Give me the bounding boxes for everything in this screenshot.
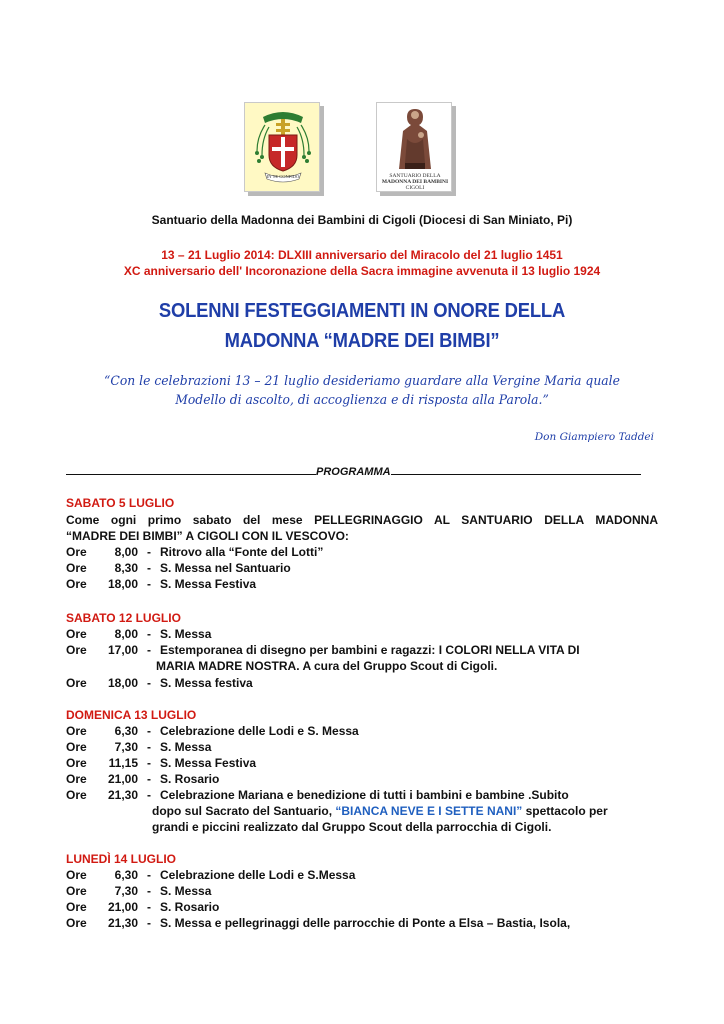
schedule-row: Ore 6,30 - Celebrazione delle Lodi e S.Messa: [66, 868, 356, 882]
schedule-continuation: MARIA MADRE NOSTRA. A cura del Gruppo Scout di Cigoli.: [156, 659, 498, 673]
quote-line-1: “Con le celebrazioni 13 – 21 luglio desideriamo guardare alla Vergine Maria quale: [104, 374, 620, 389]
show-title-highlight: “BIANCA NEVE E I SETTE NANI”: [335, 804, 523, 818]
schedule-row: Ore 11,15 - S. Messa Festiva: [66, 756, 257, 770]
schedule-row: Ore 18,00 - S. Messa Festiva: [66, 577, 257, 591]
schedule-row: Ore 8,00 - S. Messa: [66, 627, 212, 641]
coat-of-arms-frame: [244, 102, 320, 192]
sat5-intro-1: Come ogni primo sabato del mese PELLEGRINAGGIO AL SANTUARIO DELLA MADONNA: [66, 513, 658, 527]
quote-line-2: Modello di ascolto, di accoglienza e di risposta alla Parola.”: [175, 393, 549, 408]
sat5-intro-2: “MADRE DEI BIMBI” A CIGOLI CON IL VESCOVO:: [66, 529, 349, 543]
main-title-line-1: SOLENNI FESTEGGIAMENTI IN ONORE DELLA: [158, 300, 566, 322]
sanctuary-logo-frame: [376, 102, 452, 192]
anniversary-line-2: XC anniversario dell' Incoronazione della Sacra immagine avvenuta il 13 luglio 1924: [123, 264, 601, 278]
day-heading-sun13: DOMENICA 13 LUGLIO: [66, 708, 197, 722]
sanctuary-caption-3: CIGOLI: [405, 185, 425, 191]
day-heading-sat5: SABATO 5 LUGLIO: [66, 496, 175, 510]
programme-label: PROGRAMMA: [316, 466, 391, 478]
programme-rule-right: [391, 465, 641, 475]
programme-heading: [66, 465, 651, 478]
madonna-statue-icon: [377, 103, 453, 173]
schedule-row: Ore 8,00 - Ritrovo alla “Fonte del Lotti”: [66, 545, 324, 559]
schedule-row: Ore 21,00 - S. Rosario: [66, 900, 220, 914]
schedule-row: Ore 7,30 - S. Messa: [66, 884, 212, 898]
coat-of-arms-motto: IN TE CONFIDO: [266, 174, 300, 179]
schedule-continuation: dopo sul Sacrato del Santuario, “BIANCA NEVE E I SETTE NANI” spettacolo per: [152, 804, 608, 818]
day-heading-sat12: SABATO 12 LUGLIO: [66, 611, 181, 625]
schedule-row: Ore 8,30 - S. Messa nel Santuario: [66, 561, 291, 575]
anniversary-line-1: 13 – 21 Luglio 2014: DLXIII anniversario del Miracolo del 21 luglio 1451: [161, 248, 563, 262]
schedule-row: Ore 21,30 - S. Messa e pellegrinaggi delle parrocchie di Ponte a Elsa – Bastia, Isola,: [66, 916, 571, 930]
schedule-row: Ore 17,00 - Estemporanea di disegno per bambini e ragazzi: I COLORI NELLA VITA DI: [66, 643, 580, 657]
sanctuary-line: Santuario della Madonna dei Bambini di Cigoli (Diocesi di San Miniato, Pi): [151, 213, 573, 227]
coat-of-arms-logo: [244, 102, 320, 192]
quote-author: Don Giampiero Taddei: [534, 431, 654, 443]
day-heading-mon14: LUNEDÌ 14 LUGLIO: [66, 852, 177, 866]
programme-rule-left: [66, 465, 316, 475]
main-title-line-2: MADONNA “MADRE DEI BIMBI”: [224, 330, 500, 352]
sanctuary-caption-2: MADONNA DEI BAMBINI: [381, 179, 449, 185]
schedule-row: Ore 7,30 - S. Messa: [66, 740, 212, 754]
schedule-continuation: grandi e piccini realizzato dal Gruppo Scout della parrocchia di Cigoli.: [152, 820, 552, 834]
schedule-row: Ore 21,00 - S. Rosario: [66, 772, 220, 786]
sanctuary-caption-1: SANTUARIO DELLA: [389, 173, 441, 179]
schedule-row: Ore 21,30 - Celebrazione Mariana e benedizione di tutti i bambini e bambine .Subito: [66, 788, 569, 802]
schedule-row: Ore 6,30 - Celebrazione delle Lodi e S. Messa: [66, 724, 359, 738]
schedule-row: Ore 18,00 - S. Messa festiva: [66, 676, 253, 690]
sanctuary-logo: [376, 102, 452, 192]
